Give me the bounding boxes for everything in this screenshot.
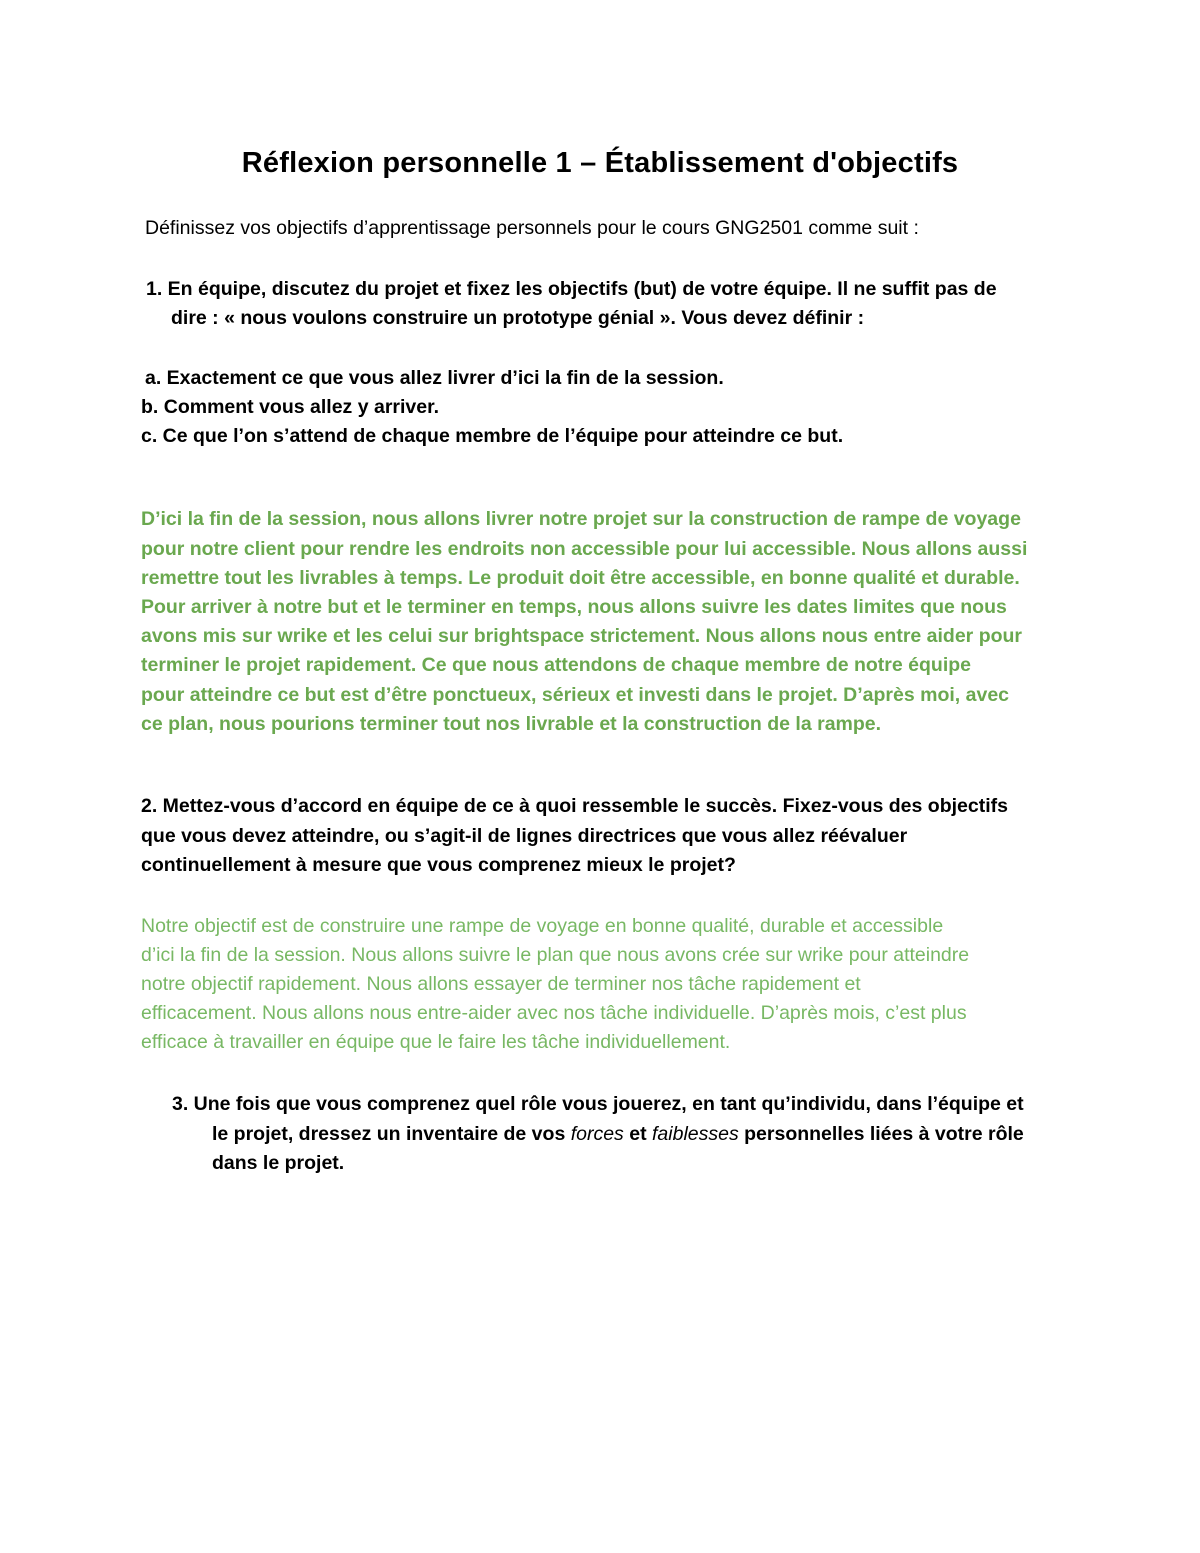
answer-2-line: efficacement. Nous allons nous entre-aider avec nos tâche individuelle. D’après mois, c’est plus (141, 1002, 967, 1024)
question-1-line-1: 1. En équipe, discutez du projet et fixez les objectifs (but) de votre équipe. Il ne suffit pas de (146, 278, 997, 300)
question-2-line: continuellement à mesure que vous comprenez mieux le projet? (141, 854, 736, 876)
answer-1-line: pour notre client pour rendre les endroits non accessible pour lui accessible. Nous allons aussi (141, 538, 1028, 560)
answer-1-line: terminer le projet rapidement. Ce que nous attendons de chaque membre de notre équipe (141, 654, 971, 676)
answer-2-line: efficace à travailler en équipe que le faire les tâche individuellement. (141, 1031, 731, 1053)
answer-1-line: D’ici la fin de la session, nous allons livrer notre projet sur la construction de rampe de voyage (141, 508, 1021, 530)
question-3-line-2-start: le projet, dressez un inventaire de vos (212, 1123, 571, 1145)
question-1-item-c: c. Ce que l’on s’attend de chaque membre de l’équipe pour atteindre ce but. (141, 425, 844, 447)
question-3-line-3: dans le projet. (212, 1152, 345, 1174)
answer-1-line: ce plan, nous pourions terminer tout nos livrable et la construction de la rampe. (141, 713, 882, 735)
intro-text: Définissez vos objectifs d’apprentissage personnels pour le cours GNG2501 comme suit : (145, 217, 919, 239)
question-3-line-2-mid: et (623, 1123, 652, 1145)
question-2-line: 2. Mettez-vous d’accord en équipe de ce à quoi ressemble le succès. Fixez-vous des objectifs (141, 795, 1008, 817)
answer-2-line: d’ici la fin de la session. Nous allons suivre le plan que nous avons crée sur wrike pour atteindre (141, 944, 970, 966)
page-title: Réflexion personnelle 1 – Établissement d'objectifs (241, 147, 959, 179)
question-3-line-2 (212, 1120, 1024, 1148)
question-1-line-2: dire : « nous voulons construire un prototype génial ». Vous devez définir : (171, 307, 865, 329)
answer-1-line: pour atteindre ce but est d’être ponctueux, sérieux et investi dans le projet. D’après moi, avec (141, 684, 1010, 706)
faiblesses-word: faiblesses (652, 1123, 739, 1145)
answer-1-line: remettre tout les livrables à temps. Le produit doit être accessible, en bonne qualité et durable. (141, 567, 1020, 589)
question-1-item-b: b. Comment vous allez y arriver. (141, 396, 440, 418)
question-1-item-a: a. Exactement ce que vous allez livrer d’ici la fin de la session. (145, 367, 724, 389)
question-2-line: que vous devez atteindre, ou s’agit-il de lignes directrices que vous allez réévaluer (141, 825, 908, 847)
answer-2-line: Notre objectif est de construire une rampe de voyage en bonne qualité, durable et accessible (141, 915, 944, 937)
question-3-line-1: 3. Une fois que vous comprenez quel rôle vous jouerez, en tant qu’individu, dans l’équipe et (172, 1093, 1024, 1115)
forces-word: forces (570, 1123, 624, 1145)
answer-1-line: Pour arriver à notre but et le terminer en temps, nous allons suivre les dates limites que nous (141, 596, 1007, 618)
answer-1-line: avons mis sur wrike et les celui sur brightspace strictement. Nous allons nous entre aider pour (141, 625, 1023, 647)
question-3-line-2-end: personnelles liées à votre rôle (738, 1123, 1024, 1145)
answer-2-line: notre objectif rapidement. Nous allons essayer de terminer nos tâche rapidement et (141, 973, 861, 995)
